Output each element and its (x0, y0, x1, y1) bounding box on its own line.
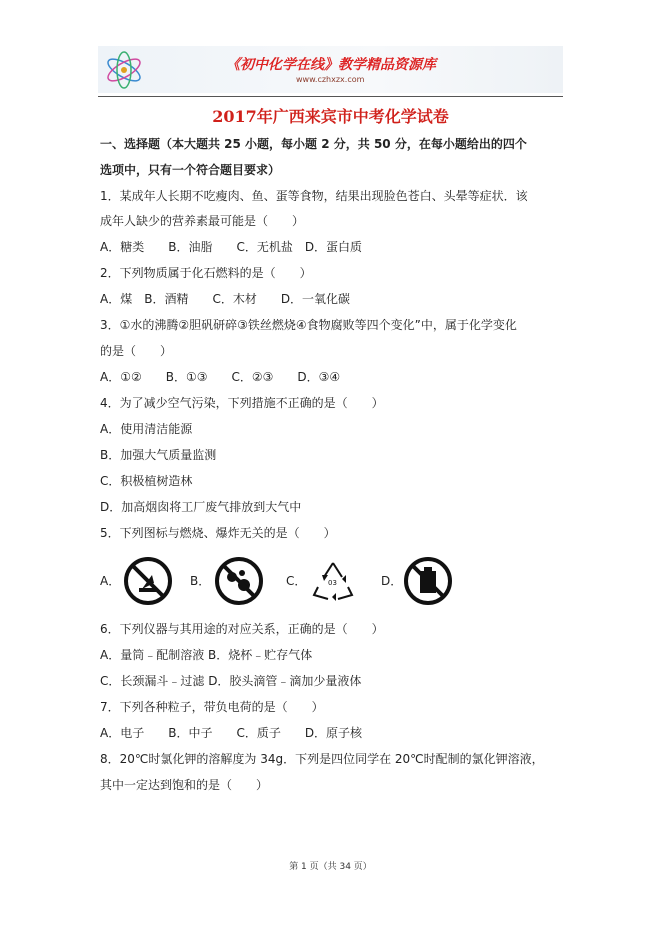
q5-text: 5．下列图标与燃烧、爆炸无关的是（ ） (100, 526, 336, 540)
q5-option-c-label: C． (286, 574, 307, 588)
q2-text: 2．下列物质属于化石燃料的是（ ） (100, 266, 312, 280)
header-divider (98, 96, 563, 97)
q1-text-line1: 1．某成年人长期不吃瘦肉、鱼、蛋等食物，结果出现脸色苍白、头晕等症状．该 (100, 189, 528, 203)
q8-text-line2: 其中一定达到饱和的是（ ） (100, 778, 269, 792)
q1-options: A．糖类 B．油脂 C．无机盐 D．蛋白质 (100, 240, 363, 254)
q4-option-b: B．加强大气质量监测 (100, 448, 217, 462)
q6-text: 6．下列仪器与其用途的对应关系，正确的是（ ） (100, 622, 384, 636)
section-heading-line2: 选项中，只有一个符合题目要求） (100, 163, 281, 177)
section-heading-line1: 一、选择题（本大题共 25 小题，每小题 2 分，共 50 分，在每小题给出的四个 (100, 137, 527, 151)
q4-option-a: A．使用清洁能源 (100, 422, 193, 436)
q3-options: A．①② B．①③ C．②③ D．③④ (100, 370, 341, 384)
q6-options-ab: A．量筒﹣配制溶液 B．烧杯﹣贮存气体 (100, 648, 313, 662)
q4-option-d: D．加高烟囱将工厂废气排放到大气中 (100, 500, 302, 514)
q4-text: 4．为了减少空气污染，下列措施不正确的是（ ） (100, 396, 384, 410)
page-title: 2017年广西来宾市中考化学试卷 (212, 107, 449, 126)
q8-text-line1: 8．20℃时氯化钾的溶解度为 34g．下列是四位同学在 20℃时配制的氯化钾溶液， (100, 752, 544, 766)
page-footer: 第 1 页（共 34 页） (289, 862, 372, 872)
no-fire-icon (122, 555, 174, 607)
q5-option-a-label: A． (100, 574, 121, 588)
q5-option-b-label: B． (190, 574, 211, 588)
q1-text-line2: 成年人缺少的营养素最可能是（ ） (100, 214, 305, 228)
no-fuel-icon (400, 555, 456, 607)
atom-logo-icon (102, 50, 146, 90)
q7-text: 7．下列各种粒子，带负电荷的是（ ） (100, 700, 324, 714)
banner-url: www.czhxzx.com (296, 75, 365, 84)
q6-options-cd: C．长颈漏斗﹣过滤 D．胶头滴管﹣滴加少量液体 (100, 674, 362, 688)
q5-option-d-label: D． (381, 574, 403, 588)
q3-text-line2: 的是（ ） (100, 344, 173, 358)
recycle-icon (306, 555, 360, 607)
q4-option-c: C．积极植树造林 (100, 474, 193, 488)
recycle-code: 03 (328, 579, 337, 587)
q2-options: A．煤 B．酒精 C．木材 D．一氧化碳 (100, 292, 351, 306)
no-fireworks-icon (212, 555, 266, 607)
q7-options: A．电子 B．中子 C．质子 D．原子核 (100, 726, 363, 740)
q3-text-line1: 3．①水的沸腾②胆矾研碎③铁丝燃烧④食物腐败等四个变化”中，属于化学变化 (100, 318, 517, 332)
banner-title: 《初中化学在线》教学精品资源库 (226, 57, 436, 73)
